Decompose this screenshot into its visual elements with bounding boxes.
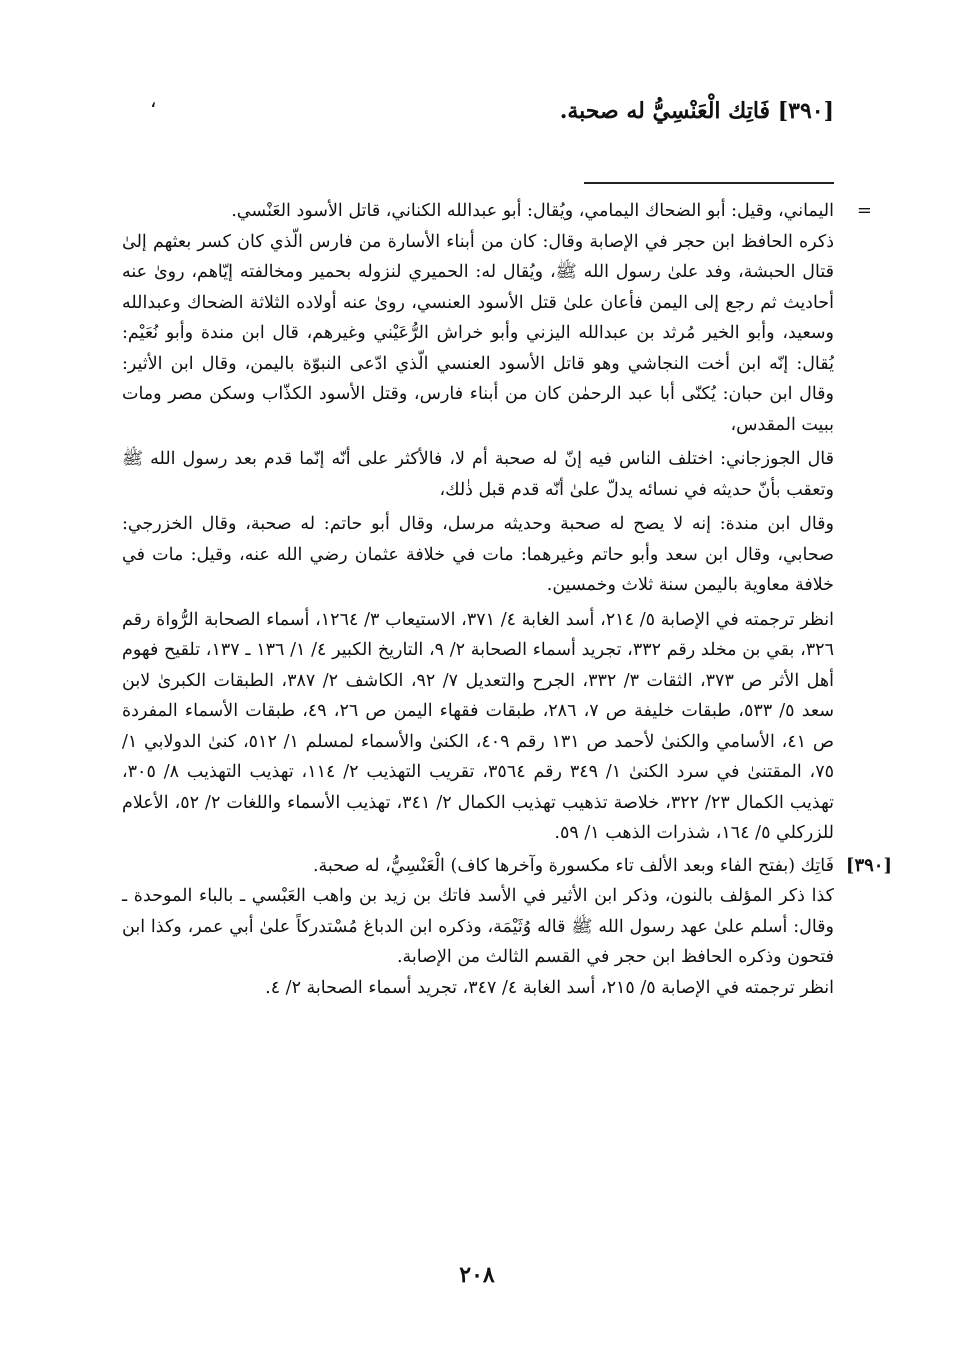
main-text-entry: [٣٩٠] فَاتِك الْعَنْسِيُّ له صحبة. [559,98,834,124]
footnote-entry-390 [122,851,892,1004]
continuation-marker: = [856,200,872,221]
entry-heading: فَاتِك (بفتح الفاء وبعد الألف تاء مكسورة وآخرها كاف) الْعَنْسِيُّ، له صحبة. [312,855,834,876]
footnote-paragraph: وقال ابن مندة: إنه لا يصح له صحبة وحديثه مرسل، وقال أبو حاتم: له صحبة، وقال الخزرجي: صحابي، وقال ابن سعد وأبو حاتم وغيرهما: مات في خلافة عثمان رضي الله عنه، وقيل: مات في خلافة معاوية باليمن سنة ثلاث وخمسين. [122,514,834,595]
entry-number: [٣٩٠] [845,854,892,876]
footnote-paragraph: قال الجوزجاني: اختلف الناس فيه إنّ له صحبة أم لا، فالأكثر على أنّه إنّما قدم بعد رسول الله ﷺ وتعقب بأنّ حديثه في نسائه يدلّ علىٰ أنّه قدم قبل ذٰلك، [122,449,834,500]
footnote-separator [584,182,834,184]
footnote-continuation [122,196,872,227]
footnote-paragraph: انظر ترجمته في الإصابة ٥/ ٢١٤، أسد الغابة ٤/ ٣٧١، الاستيعاب ٣/ ١٢٦٤، أسماء الصحابة الرُّواة رقم ٣٢٦، بقي بن مخلد رقم ٣٣٢، تجريد أسماء الصحابة ٢/ ٩، التاريخ الكبير ٤/ ١/ ١٣٦ ـ ١٣٧، تلقيح فهوم أهل الأثر ص ٣٧٣، الثقات ٣/ ٣٣٢، الجرح والتعديل ٧/ ٩٢، الكاشف ٢/ ٣٨٧، الطبقات الكبرىٰ لابن سعد ٥/ ٥٣٣، طبقات خليفة ص ٧، ٢٨٦، طبقات فقهاء اليمن ص ٢٦، ٤٩، طبقات الأسماء المفردة ص ٤١، الأسامي والكنىٰ لأحمد ص ١٣١ رقم ٤٠٩، الكنىٰ والأسماء لمسلم ١/ ٥١٢، كنىٰ الدولابي ١/ ٧٥، المقتنىٰ في سرد الكنىٰ ١/ ٣٤٩ رقم ٣٥٦٤، تقريب التهذيب ٢/ ١١٤، تهذيب التهذيب ٨/ ٣٠٥، تهذيب الكمال ٢٣/ ٣٢٢، خلاصة تذهيب تهذيب الكمال ٢/ ٣٤١، تهذيب الأسماء واللغات ٢/ ٥٢، الأعلام للزركلي ٥/ ١٦٤، شذرات الذهب ١/ ٥٩. [122,609,835,843]
page-number: ٢٠٨ [459,1262,495,1288]
entry-paragraph: انظر ترجمته في الإصابة ٥/ ٢١٥، أسد الغابة ٤/ ٣٤٧، تجريد أسماء الصحابة ٢/ ٤. [265,977,834,998]
footnotes-section [122,196,892,1003]
footnote-paragraph: اليماني، وقيل: أبو الضحاك اليمامي، ويُقال: أبو عبدالله الكناني، قاتل الأسود العَنْسي. [231,201,834,221]
footnote-paragraph: ذكره الحافظ ابن حجر في الإصابة وقال: كان من أبناء الأسارة من فارس الّذي كان كسر بعثهم إلىٰ قتال الحبشة، وفد علىٰ رسول الله ﷺ، ويُقال له: الحميري لنزوله بحمير ومخالفته إيّاهم، روىٰ عنه أحاديث ثم رجع إلى اليمن فأعان علىٰ قتل الأسود العنسي، روىٰ عنه أولاده الثلاثة الضحاك وعبدالله وسعيد، وأبو الخير مُرثد بن عبدالله اليزني وأبو خراش الرُّعَيْني وغيرهم، قال ابن مندة وأبو نُعَيْم: يُقال: إنّه ابن أخت النجاشي وهو قاتل الأسود العنسي الّذي ادّعى النبوّة باليمن، وقال ابن الأثير: وقال ابن حبان: يُكنّى أبا عبد الرحمٰن كان من أبناء فارس، وقتل الأسود الكذّاب وسكن مصر ومات ببيت المقدس، [122,231,834,435]
stray-mark: ، [150,88,157,112]
entry-paragraph: كذا ذكر المؤلف بالنون، وذكر ابن الأثير في الأسد فاتك بن زيد بن واهب العَبْسي ـ بالباء الموحدة ـ وقال: أسلم علىٰ عهد رسول الله ﷺ قاله وُثَيْمَة، وذكره ابن الدباغ مُسْتدركاً علىٰ أبي عمر، وكذا ابن فتحون وذكره الحافظ ابن حجر في القسم الثالث من الإصابة. [122,886,834,967]
